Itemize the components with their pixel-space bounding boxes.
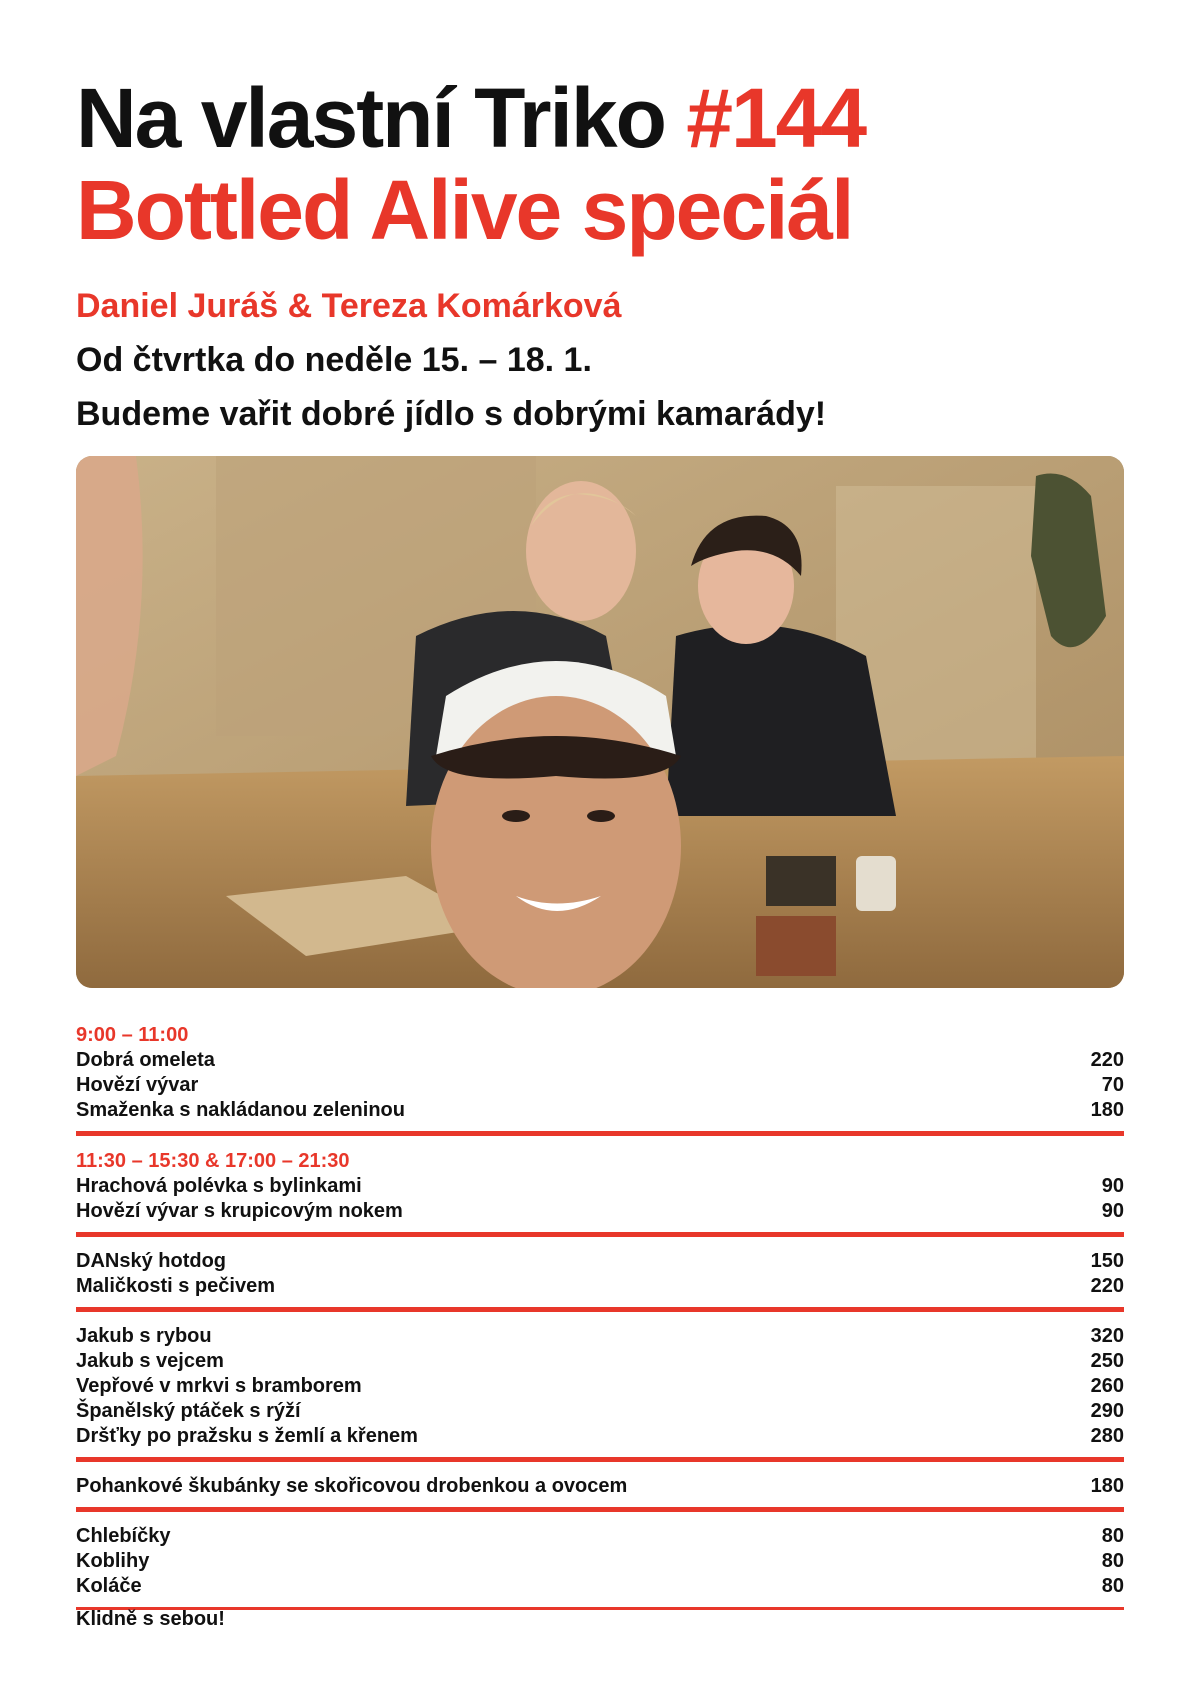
takeaway-note: Klidně s sebou! xyxy=(76,1608,225,1630)
menu-item xyxy=(76,1424,1124,1449)
menu-item-price: 220 xyxy=(1090,1275,1124,1297)
menu-item-name: Dršťky po pražsku s žemlí a křenem xyxy=(76,1425,418,1447)
menu-section xyxy=(76,1018,1124,1136)
menu-item-price: 90 xyxy=(1101,1175,1124,1197)
menu-item-price: 280 xyxy=(1090,1425,1124,1447)
menu-section xyxy=(76,1520,1124,1610)
menu-item-name: Dobrá omeleta xyxy=(76,1049,215,1071)
menu-item-price: 220 xyxy=(1090,1049,1124,1071)
menu-item-price: 80 xyxy=(1101,1575,1124,1597)
menu-item xyxy=(76,1399,1124,1424)
menu-section xyxy=(76,1245,1124,1312)
menu-item-price: 90 xyxy=(1101,1200,1124,1222)
menu-item xyxy=(76,1098,1124,1123)
menu-item xyxy=(76,1174,1124,1199)
menu-item-price: 260 xyxy=(1090,1375,1124,1397)
chefs-names: Daniel Juráš & Tereza Komárková xyxy=(76,287,622,325)
menu-item-price: 250 xyxy=(1090,1350,1124,1372)
title-text: Na vlastní Triko xyxy=(76,71,665,165)
menu-item-price: 150 xyxy=(1090,1250,1124,1272)
group-photo xyxy=(76,456,1124,988)
menu-item-name: Koláče xyxy=(76,1575,142,1597)
menu-item-name: Maličkosti s pečivem xyxy=(76,1275,275,1297)
menu-item-price: 80 xyxy=(1101,1550,1124,1572)
menu-item-price: 180 xyxy=(1090,1475,1124,1497)
menu-item xyxy=(76,1524,1124,1549)
menu-item xyxy=(76,1574,1124,1599)
menu-item-name: Chlebíčky xyxy=(76,1525,171,1547)
menu-section xyxy=(76,1144,1124,1237)
menu-item-price: 180 xyxy=(1090,1099,1124,1121)
menu-item-name: Pohankové škubánky se skořicovou drobenkou a ovocem xyxy=(76,1475,628,1497)
menu-item xyxy=(76,1249,1124,1274)
menu-item xyxy=(76,1474,1124,1499)
menu-item xyxy=(76,1073,1124,1098)
menu-list xyxy=(76,1018,1124,1618)
photo-illustration xyxy=(76,456,1124,988)
menu-item xyxy=(76,1374,1124,1399)
menu-item xyxy=(76,1324,1124,1349)
menu-item-name: Vepřové v mrkvi s bramborem xyxy=(76,1375,362,1397)
menu-section xyxy=(76,1470,1124,1512)
section-time: 9:00 – 11:00 xyxy=(76,1024,189,1046)
menu-item xyxy=(76,1199,1124,1224)
menu-item-name: Koblihy xyxy=(76,1550,150,1572)
title-line-1 xyxy=(76,72,865,164)
poster-title xyxy=(76,72,865,256)
menu-item-price: 320 xyxy=(1090,1325,1124,1347)
menu-item-name: Hrachová polévka s bylinkami xyxy=(76,1175,362,1197)
menu-item xyxy=(76,1274,1124,1299)
section-time: 11:30 – 15:30 & 17:00 – 21:30 xyxy=(76,1150,350,1172)
menu-item-name: Smaženka s nakládanou zeleninou xyxy=(76,1099,405,1121)
menu-item-name: Španělský ptáček s rýží xyxy=(76,1400,301,1422)
menu-item-name: Jakub s vejcem xyxy=(76,1350,224,1372)
menu-item-price: 80 xyxy=(1101,1525,1124,1547)
event-dates: Od čtvrtka do neděle 15. – 18. 1. xyxy=(76,341,592,379)
menu-section xyxy=(76,1320,1124,1462)
menu-item xyxy=(76,1349,1124,1374)
menu-item-name: DANský hotdog xyxy=(76,1250,226,1272)
menu-item-price: 70 xyxy=(1101,1074,1124,1096)
menu-item xyxy=(76,1549,1124,1574)
menu-item-price: 290 xyxy=(1090,1400,1124,1422)
menu-item-name: Hovězí vývar xyxy=(76,1074,199,1096)
menu-item-name: Jakub s rybou xyxy=(76,1325,212,1347)
title-line-2: Bottled Alive speciál xyxy=(76,163,853,257)
tagline: Budeme vařit dobré jídlo s dobrými kamarády! xyxy=(76,395,827,433)
episode-number: #144 xyxy=(686,71,866,165)
menu-item xyxy=(76,1048,1124,1073)
menu-item-name: Hovězí vývar s krupicovým nokem xyxy=(76,1200,403,1222)
